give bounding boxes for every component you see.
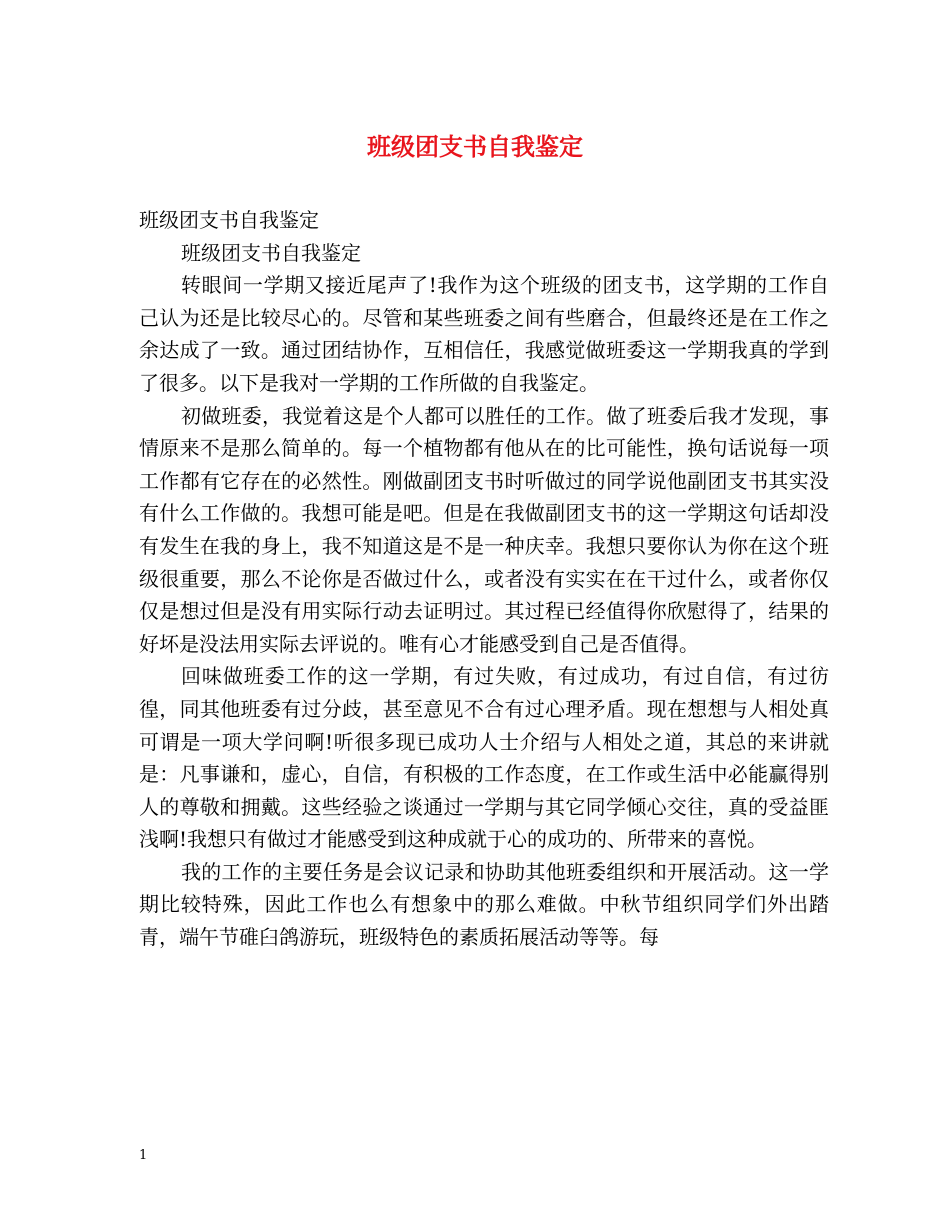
document-body — [139, 204, 829, 954]
page-number: 1 — [139, 1148, 148, 1163]
paragraph: 转眼间一学期又接近尾声了!我作为这个班级的团支书，这学期的工作自己认为还是比较尽心的。尽管和某些班委之间有些磨合，但最终还是在工作之余达成了一致。通过团结协作，互相信任，我感觉做班委这一学期我真的学到了很多。以下是我对一学期的工作所做的自我鉴定。 — [139, 273, 829, 395]
document-heading: 班级团支书自我鉴定 — [139, 208, 319, 232]
document-subheading: 班级团支书自我鉴定 — [181, 240, 361, 265]
paragraph: 初做班委，我觉着这是个人都可以胜任的工作。做了班委后我才发现，事情原来不是那么简单的。每一个植物都有他从在的比可能性，换句话说每一项工作都有它存在的必然性。刚做副团支书时听做过的同学说他副团支书其实没有什么工作做的。我想可能是吧。但是在我做副团支书的这一学期这句话却没有发生在我的身上，我不知道这是不是一种庆幸。我想只要你认为你在这个班级很重要，那么不论你是否做过什么，或者没有实实在在干过什么，或者你仅仅是想过但是没有用实际行动去证明过。其过程已经值得你欣慰得了，结果的好坏是没法用实际去评说的。唯有心才能感受到自己是否值得。 — [139, 403, 829, 656]
document-title: 班级团支书自我鉴定 — [367, 132, 583, 161]
paragraph: 我的工作的主要任务是会议记录和协助其他班委组织和开展活动。这一学期比较特殊，因此工作也么有想象中的那么难做。中秋节组织同学们外出踏青，端午节碓臼鸽游玩，班级特色的素质拓展活动等等。每 — [139, 859, 829, 950]
paragraph: 回味做班委工作的这一学期，有过失败，有过成功，有过自信，有过彷徨，同其他班委有过分歧，甚至意见不合有过心理矛盾。现在想想与人相处真可谓是一项大学问啊!听很多现已成功人士介绍与人相处之道，其总的来讲就是：凡事谦和，虚心，自信，有积极的工作态度，在工作或生活中必能赢得别人的尊敬和拥戴。这些经验之谈通过一学期与其它同学倾心交往，真的受益匪浅啊!我想只有做过才能感受到这种成就于心的成功的、所带来的喜悦。 — [139, 664, 829, 852]
